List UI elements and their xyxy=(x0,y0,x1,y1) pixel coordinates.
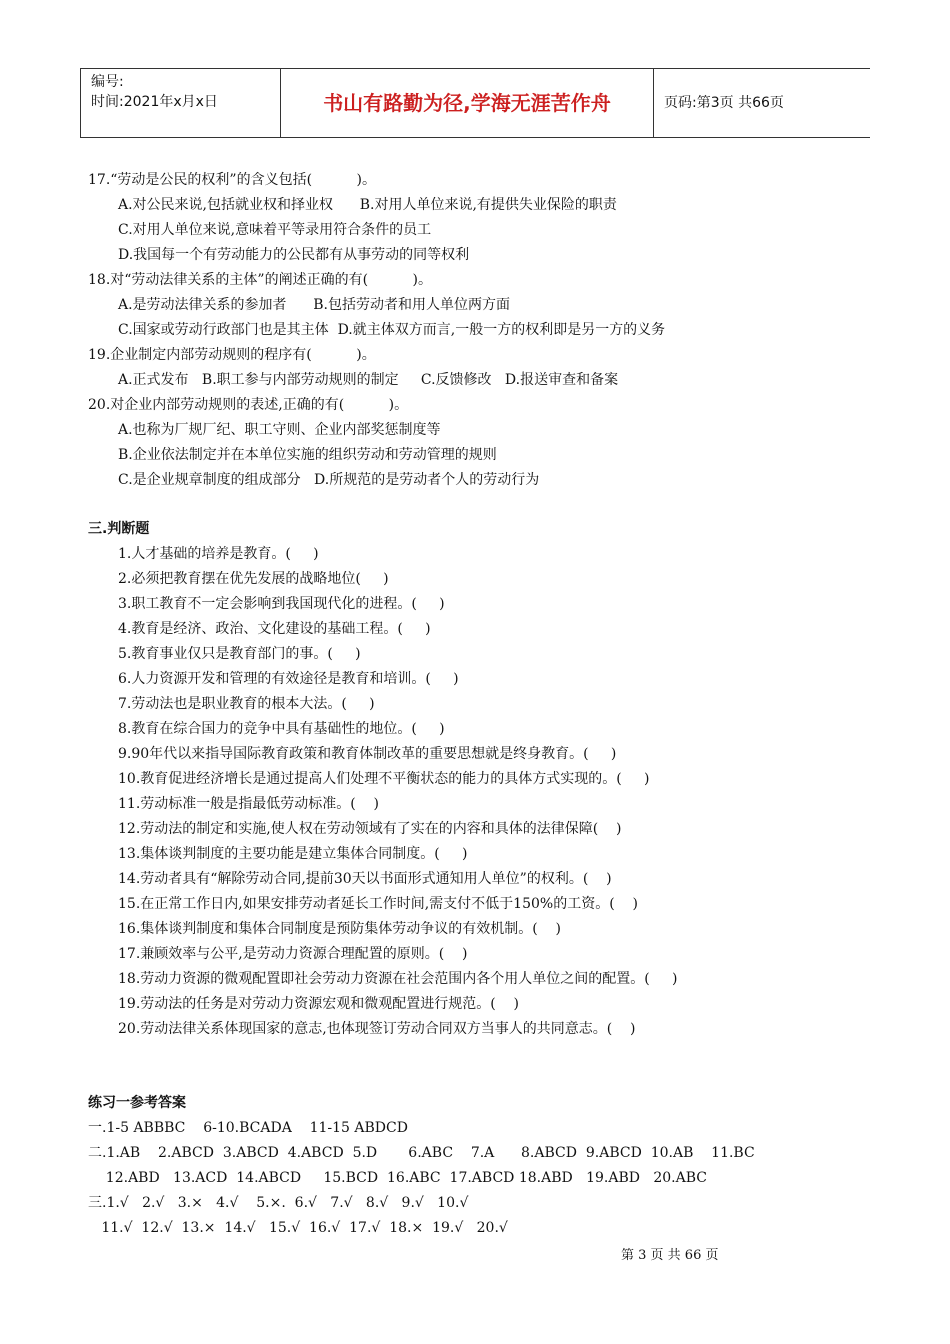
judgement-item: 19.劳动法的任务是对劳动力资源宏观和微观配置进行规范。( ) xyxy=(118,996,519,1012)
answers-line: 三.1.√ 2.√ 3.× 4.√ 5.×. 6.√ 7.√ 8.√ 9.√ 10.√ xyxy=(88,1195,469,1211)
judgement-item: 1.人才基础的培养是教育。( ) xyxy=(118,546,319,562)
option-line: C.国家或劳动行政部门也是其主体 D.就主体双方而言,一般一方的权利即是另一方的义务 xyxy=(118,322,666,338)
answers-line: 一.1-5 ABBBC 6-10.BCADA 11-15 ABDCD xyxy=(88,1120,408,1136)
judgement-item: 8.教育在综合国力的竞争中具有基础性的地位。( ) xyxy=(118,721,445,737)
option-line: A.正式发布 B.职工参与内部劳动规则的制定 C.反馈修改 D.报送审查和备案 xyxy=(118,372,619,388)
option-line: A.也称为厂规厂纪、职工守则、企业内部奖惩制度等 xyxy=(118,422,441,438)
number-label: 编号: xyxy=(91,74,124,90)
option-line: C.是企业规章制度的组成部分 D.所规范的是劳动者个人的劳动行为 xyxy=(118,472,540,488)
question-17: 17.“劳动是公民的权利”的含义包括( )。 xyxy=(88,172,377,188)
judgement-item: 5.教育事业仅只是教育部门的事。( ) xyxy=(118,646,361,662)
question-19: 19.企业制定内部劳动规则的程序有( )。 xyxy=(88,347,376,363)
answers-line: 12.ABD 13.ACD 14.ABCD 15.BCD 16.ABC 17.ABCD 18.ABD 19.ABD 20.ABC xyxy=(88,1170,707,1186)
question-18: 18.对“劳动法律关系的主体”的阐述正确的有( )。 xyxy=(88,272,433,288)
answers-title: 练习一参考答案 xyxy=(88,1095,186,1111)
header-meta xyxy=(80,69,281,137)
judgement-item: 13.集体谈判制度的主要功能是建立集体合同制度。( ) xyxy=(118,846,468,862)
judgement-item: 20.劳动法律关系体现国家的意志,也体现签订劳动合同双方当事人的共同意志。( ) xyxy=(118,1021,636,1037)
question-20: 20.对企业内部劳动规则的表述,正确的有( )。 xyxy=(88,397,409,413)
judgement-item: 2.必须把教育摆在优先发展的战略地位( ) xyxy=(118,571,389,587)
judgement-item: 9.90年代以来指导国际教育政策和教育体制改革的重要思想就是终身教育。( ) xyxy=(118,746,617,762)
option-line: B.企业依法制定并在本单位实施的组织劳动和劳动管理的规则 xyxy=(118,447,497,463)
date-line: 时间:2021年x月x日 xyxy=(91,94,218,110)
judgement-item: 11.劳动标准一般是指最低劳动标准。( ) xyxy=(118,796,379,812)
header-motto: 书山有路勤为径,学海无涯苦作舟 xyxy=(281,69,654,137)
option-line: D.我国每一个有劳动能力的公民都有从事劳动的同等权利 xyxy=(118,247,470,263)
judgement-item: 10.教育促进经济增长是通过提高人们处理不平衡状态的能力的具体方式实现的。( ) xyxy=(118,771,650,787)
judgement-item: 7.劳动法也是职业教育的根本大法。( ) xyxy=(118,696,375,712)
header-page-info: 页码:第3页 共66页 xyxy=(664,95,784,111)
judgement-item: 15.在正常工作日内,如果安排劳动者延长工作时间,需支付不低于150%的工资。( ) xyxy=(118,896,638,912)
judgement-item: 4.教育是经济、政治、文化建设的基础工程。( ) xyxy=(118,621,431,637)
judgement-item: 14.劳动者具有“解除劳动合同,提前30天以书面形式通知用人单位”的权利。( ) xyxy=(118,871,612,887)
judgement-item: 12.劳动法的制定和实施,使人权在劳动领域有了实在的内容和具体的法律保障( ) xyxy=(118,821,622,837)
option-line: A.是劳动法律关系的参加者 B.包括劳动者和用人单位两方面 xyxy=(118,297,510,313)
option-line: C.对用人单位来说,意味着平等录用符合条件的员工 xyxy=(118,222,432,238)
judgement-item: 17.兼顾效率与公平,是劳动力资源合理配置的原则。( ) xyxy=(118,946,468,962)
section-title-judgement: 三.判断题 xyxy=(88,521,150,537)
page-footer: 第 3 页 共 66 页 xyxy=(621,1248,719,1263)
answers-line: 二.1.AB 2.ABCD 3.ABCD 4.ABCD 5.D 6.ABC 7.A 8.ABCD 9.ABCD 10.AB 11.BC xyxy=(88,1145,755,1161)
judgement-item: 3.职工教育不一定会影响到我国现代化的进程。( ) xyxy=(118,596,445,612)
judgement-item: 16.集体谈判制度和集体合同制度是预防集体劳动争议的有效机制。( ) xyxy=(118,921,561,937)
page-header xyxy=(80,68,870,138)
judgement-item: 6.人力资源开发和管理的有效途径是教育和培训。( ) xyxy=(118,671,459,687)
judgement-item: 18.劳动力资源的微观配置即社会劳动力资源在社会范围内各个用人单位之间的配置。( ) xyxy=(118,971,678,987)
answers-line: 11.√ 12.√ 13.× 14.√ 15.√ 16.√ 17.√ 18.× 19.√ 20.√ xyxy=(88,1220,508,1236)
option-line: A.对公民来说,包括就业权和择业权 B.对用人单位来说,有提供失业保险的职责 xyxy=(118,197,617,213)
